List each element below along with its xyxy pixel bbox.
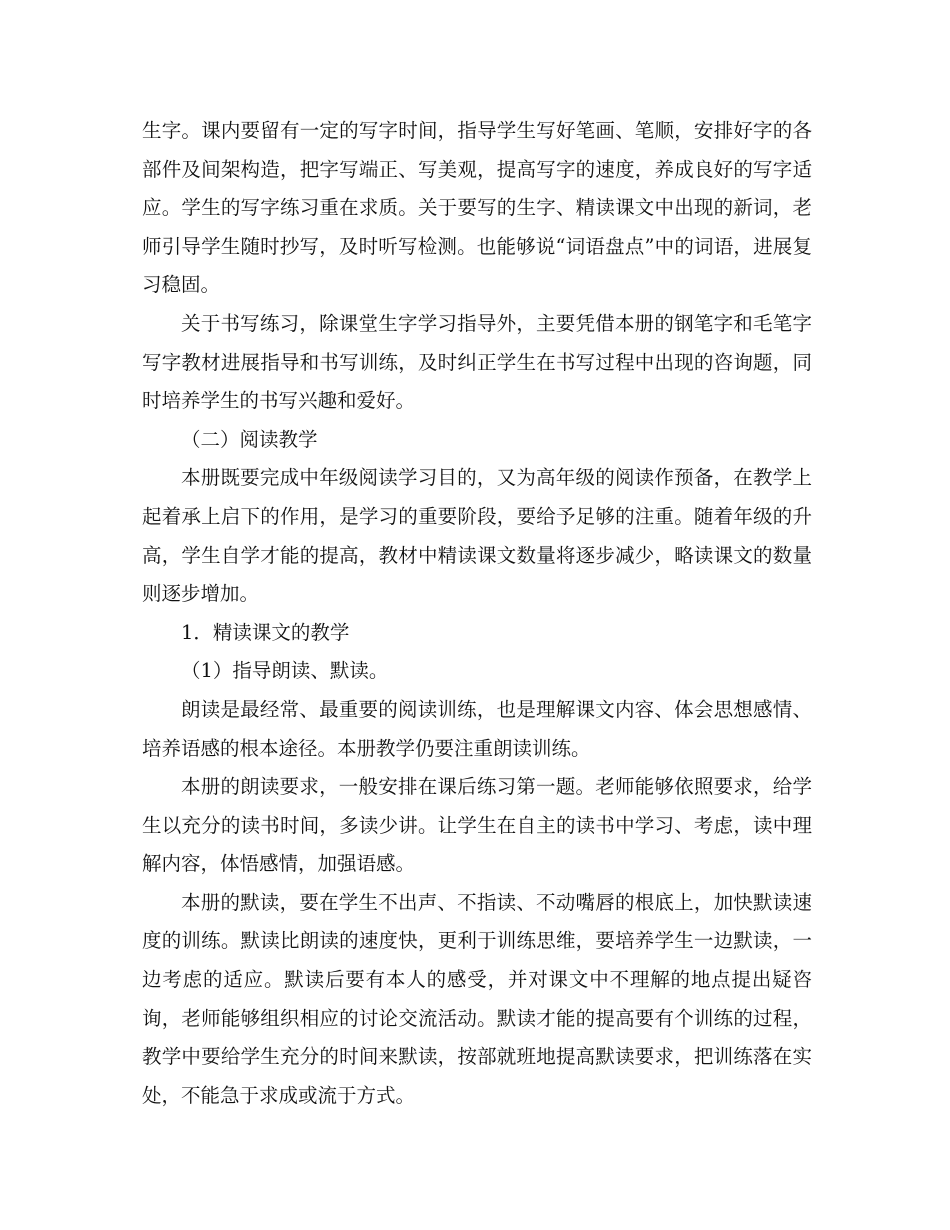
- paragraph: 生字。课内要留有一定的写字时间，指导学生写好笔画、笔顺，安排好字的各部件及间架构造，把字写端正、写美观，提高写字的速度，养成良好的写字适应。学生的写字练习重在求质。关于要写的生字、精读课文中出现的新词，老师引导学生随时抄写，及时听写检测。也能够说“词语盘点”中的词语，进展复习稳固。: [142, 119, 812, 297]
- paragraph: 朗读是最经常、最重要的阅读训练，也是理解课文内容、体会思想感情、培养语感的根本途径。本册教学仍要注重朗读训练。: [142, 697, 812, 760]
- subsection-heading: （1）指导朗读、默读。: [181, 659, 389, 683]
- section-heading: （二）阅读教学: [181, 427, 318, 451]
- body-text: [142, 112, 812, 1115]
- paragraph: 本册的朗读要求，一般安排在课后练习第一题。老师能够依照要求，给学生以充分的读书时间，多读少讲。让学生在自主的读书中学习、考虑，读中理解内容，体悟感情，加强语感。: [142, 775, 812, 876]
- paragraph: 本册的默读，要在学生不出声、不指读、不动嘴唇的根底上，加快默读速度的训练。默读比朗读的速度快，更利于训练思维，要培养学生一边默读，一边考虑的适应。默读后要有本人的感受，并对课文中不理解的地点提出疑咨询，老师能够组织相应的讨论交流活动。默读才能的提高要有个训练的过程，教学中要给学生充分的时间来默读，按部就班地提高默读要求，把训练落在实处，不能急于求成或流于方式。: [142, 890, 812, 1107]
- paragraph: 关于书写练习，除课堂生字学习指导外，主要凭借本册的钢笔字和毛笔字写字教材进展指导和书写训练，及时纠正学生在书写过程中出现的咨询题，同时培养学生的书写兴趣和爱好。: [142, 311, 812, 413]
- subsection-heading: 1．精读课文的教学: [181, 620, 350, 644]
- paragraph: 本册既要完成中年级阅读学习目的，又为高年级的阅读作预备，在教学上起着承上启下的作用，是学习的重要阶段，要给予足够的注重。随着年级的升高，学生自学才能的提高，教材中精读课文数量将逐步减少，略读课文的数量则逐步增加。: [142, 466, 812, 606]
